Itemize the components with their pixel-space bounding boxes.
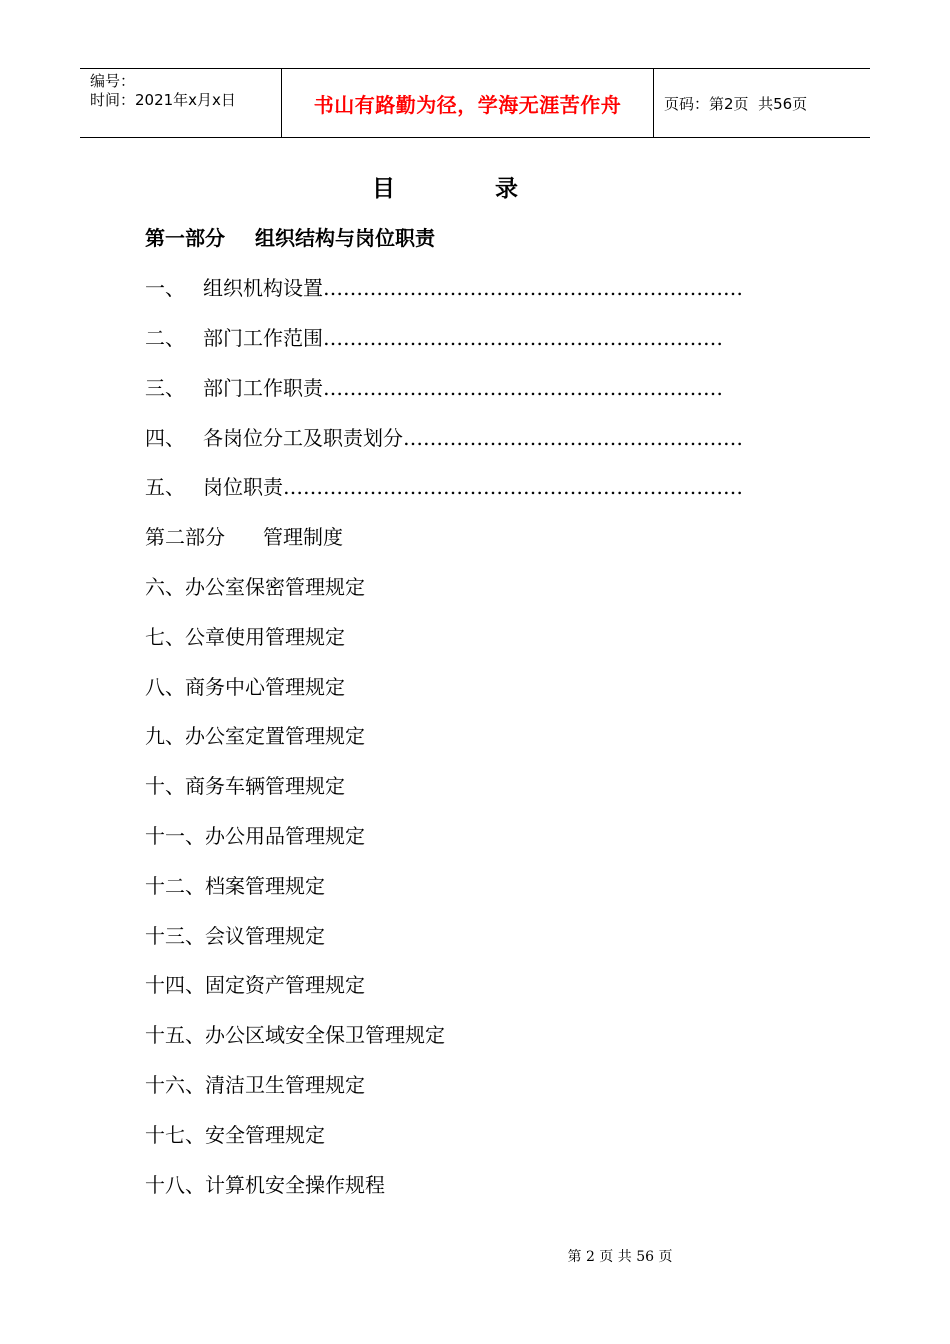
page-footer: 第 2 页 共 56 页 <box>567 1249 673 1265</box>
header-page-cell <box>654 69 870 137</box>
toc-entry: 八、商务中心管理规定 <box>145 674 345 699</box>
header-motto: 书山有路勤为径，学海无涯苦作舟 <box>313 92 622 117</box>
toc-entry: 六、办公室保密管理规定 <box>145 574 365 599</box>
toc-entry-text: 部门工作范围…………………………………………………… <box>203 325 723 350</box>
toc-entry: 十、商务车辆管理规定 <box>145 774 345 799</box>
header-time-label: 时间：2021年x月x日 <box>90 91 236 109</box>
toc-entry: 七、公章使用管理规定 <box>145 624 345 649</box>
toc-entry <box>145 361 825 411</box>
toc-entry: 十二、档案管理规定 <box>145 873 325 898</box>
toc-part-1-heading <box>145 212 825 262</box>
toc-title: 目录 <box>372 175 618 202</box>
header-meta <box>80 69 282 137</box>
toc-entry: 十四、固定资产管理规定 <box>145 973 365 998</box>
toc-part-2-heading <box>145 511 825 561</box>
toc-entry: 十六、清洁卫生管理规定 <box>145 1072 365 1097</box>
toc-part-1-label: 第一部分 <box>145 226 225 251</box>
toc-entry-number: 一、 <box>145 276 185 301</box>
toc-entry: 十八、计算机安全操作规程 <box>145 1172 385 1197</box>
page-header <box>80 68 870 138</box>
toc-entry <box>145 312 825 362</box>
toc-entry-number: 二、 <box>145 325 185 350</box>
toc-entry: 十七、安全管理规定 <box>145 1122 325 1147</box>
toc-entry: 九、办公室定置管理规定 <box>145 724 365 749</box>
toc-part-1-title: 组织结构与岗位职责 <box>255 226 435 251</box>
toc-entry-text: 组织机构设置……………………………………………………… <box>203 276 743 301</box>
toc-entry: 十五、办公区域安全保卫管理规定 <box>145 1023 445 1048</box>
toc-entry <box>145 262 825 312</box>
toc-entry-text: 岗位职责…………………………………………………………… <box>203 475 743 500</box>
toc-part-2-title: 管理制度 <box>263 525 343 550</box>
toc-entry <box>145 411 825 461</box>
toc-entry-number: 四、 <box>145 425 185 450</box>
toc-entry: 十一、办公用品管理规定 <box>145 823 365 848</box>
header-page-info: 页码：第2页 共56页 <box>664 94 808 113</box>
header-number-label: 编号： <box>90 72 136 90</box>
toc-entry-text: 各岗位分工及职责划分…………………………………………… <box>203 425 743 450</box>
toc-part-2-label: 第二部分 <box>145 525 225 550</box>
toc-entry-number: 三、 <box>145 375 185 400</box>
toc-list <box>145 212 825 1208</box>
toc-entry <box>145 461 825 511</box>
header-motto-cell <box>282 69 654 137</box>
toc-entry-text: 部门工作职责…………………………………………………… <box>203 375 723 400</box>
toc-entry-number: 五、 <box>145 475 185 500</box>
toc-entry: 十三、会议管理规定 <box>145 923 325 948</box>
